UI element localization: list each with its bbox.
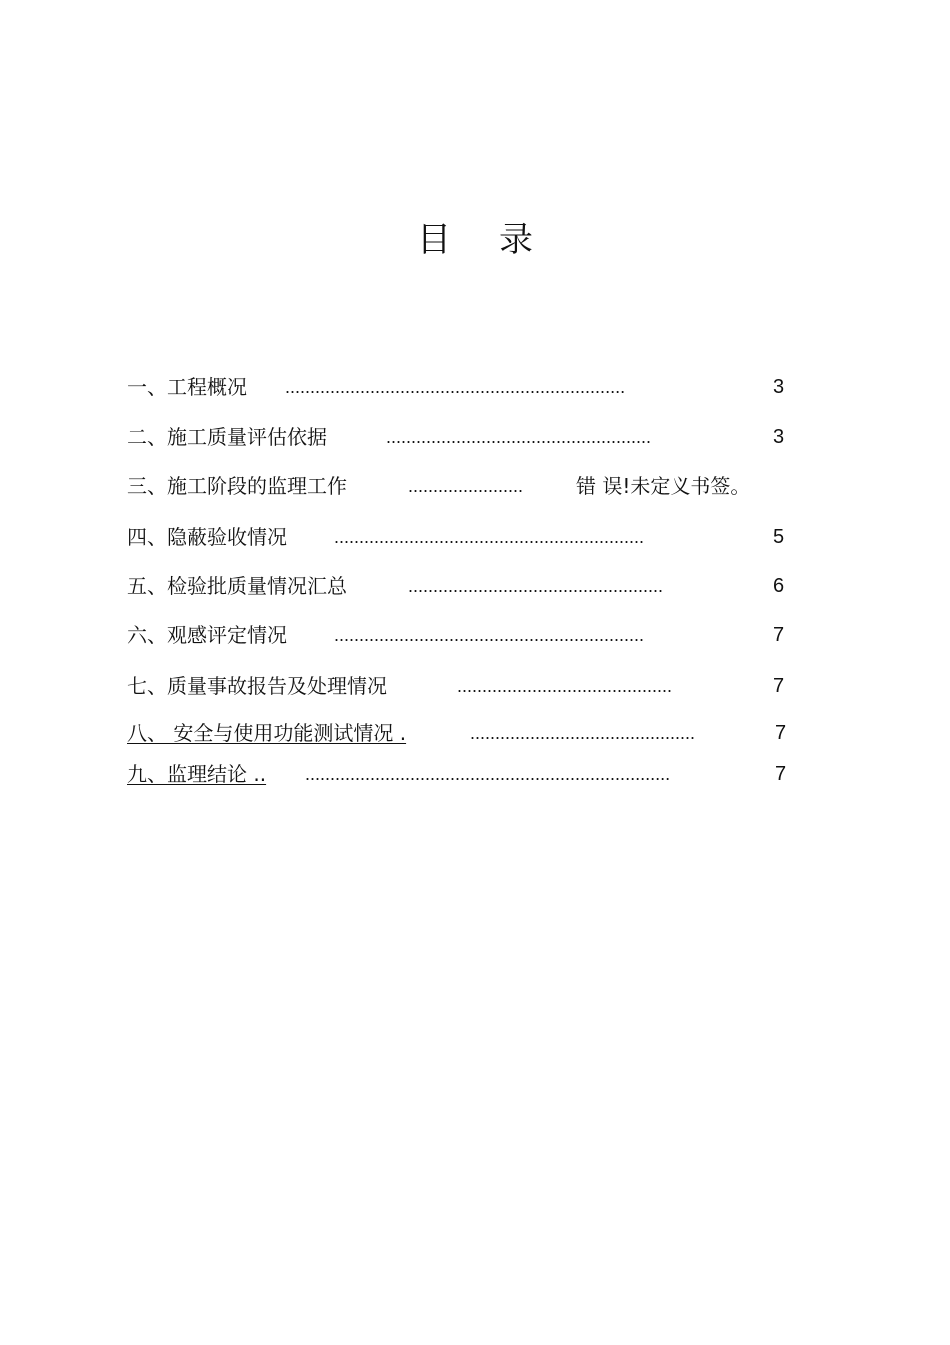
toc-dot-leader: ......................................................................... xyxy=(305,764,671,784)
toc-entry[interactable] xyxy=(127,423,787,451)
toc-page-number: 3 xyxy=(773,376,785,398)
toc-dot-leader: .................................................................... xyxy=(285,377,626,397)
toc-entry-title: 八、 安全与使用功能测试情况 . xyxy=(127,721,407,745)
toc-page-number: 7 xyxy=(775,722,787,744)
toc-dot-leader: ................................................... xyxy=(408,576,664,596)
toc-entry[interactable] xyxy=(127,472,807,500)
toc-page-number: 7 xyxy=(775,763,787,785)
toc-entry[interactable] xyxy=(127,523,787,551)
page-title xyxy=(0,212,950,261)
title-char-1: 目 xyxy=(417,220,451,260)
toc-entry-title: 二、施工质量评估依据 xyxy=(127,425,327,449)
toc-entry-link[interactable] xyxy=(127,719,789,747)
toc-page-number: 7 xyxy=(773,675,785,697)
toc-page-number: 5 xyxy=(773,526,785,548)
toc-entry-title: 六、观感评定情况 xyxy=(127,623,287,647)
toc-entry-link[interactable] xyxy=(127,760,789,788)
toc-dot-leader: .............................................................. xyxy=(334,527,645,547)
toc-dot-leader: ............................................. xyxy=(470,723,696,743)
toc-dot-leader: ....................... xyxy=(408,476,524,496)
toc-entry[interactable] xyxy=(127,373,787,401)
toc-entry-title: 四、隐蔽验收情况 xyxy=(127,525,287,549)
toc-entry[interactable] xyxy=(127,572,787,600)
toc-page-number: 7 xyxy=(773,624,785,646)
toc-entry-title: 九、监理结论 .. xyxy=(127,762,267,786)
toc-entry[interactable] xyxy=(127,672,787,700)
toc-dot-leader: ..................................................... xyxy=(386,427,652,447)
title-char-2: 录 xyxy=(499,220,533,260)
toc-page-number: 6 xyxy=(773,575,785,597)
toc-entry-title: 三、施工阶段的监理工作 xyxy=(127,474,347,498)
toc-page-number: 3 xyxy=(773,426,785,448)
toc-error-text: 错 误!未定义书签。 xyxy=(576,474,751,498)
toc-dot-leader: ........................................... xyxy=(457,676,673,696)
toc-entry[interactable] xyxy=(127,621,787,649)
toc-entry-title: 七、质量事故报告及处理情况 xyxy=(127,674,387,698)
toc-dot-leader: .............................................................. xyxy=(334,625,645,645)
toc-entry-title: 一、工程概况 xyxy=(127,375,247,399)
toc-entry-title: 五、检验批质量情况汇总 xyxy=(127,574,347,598)
